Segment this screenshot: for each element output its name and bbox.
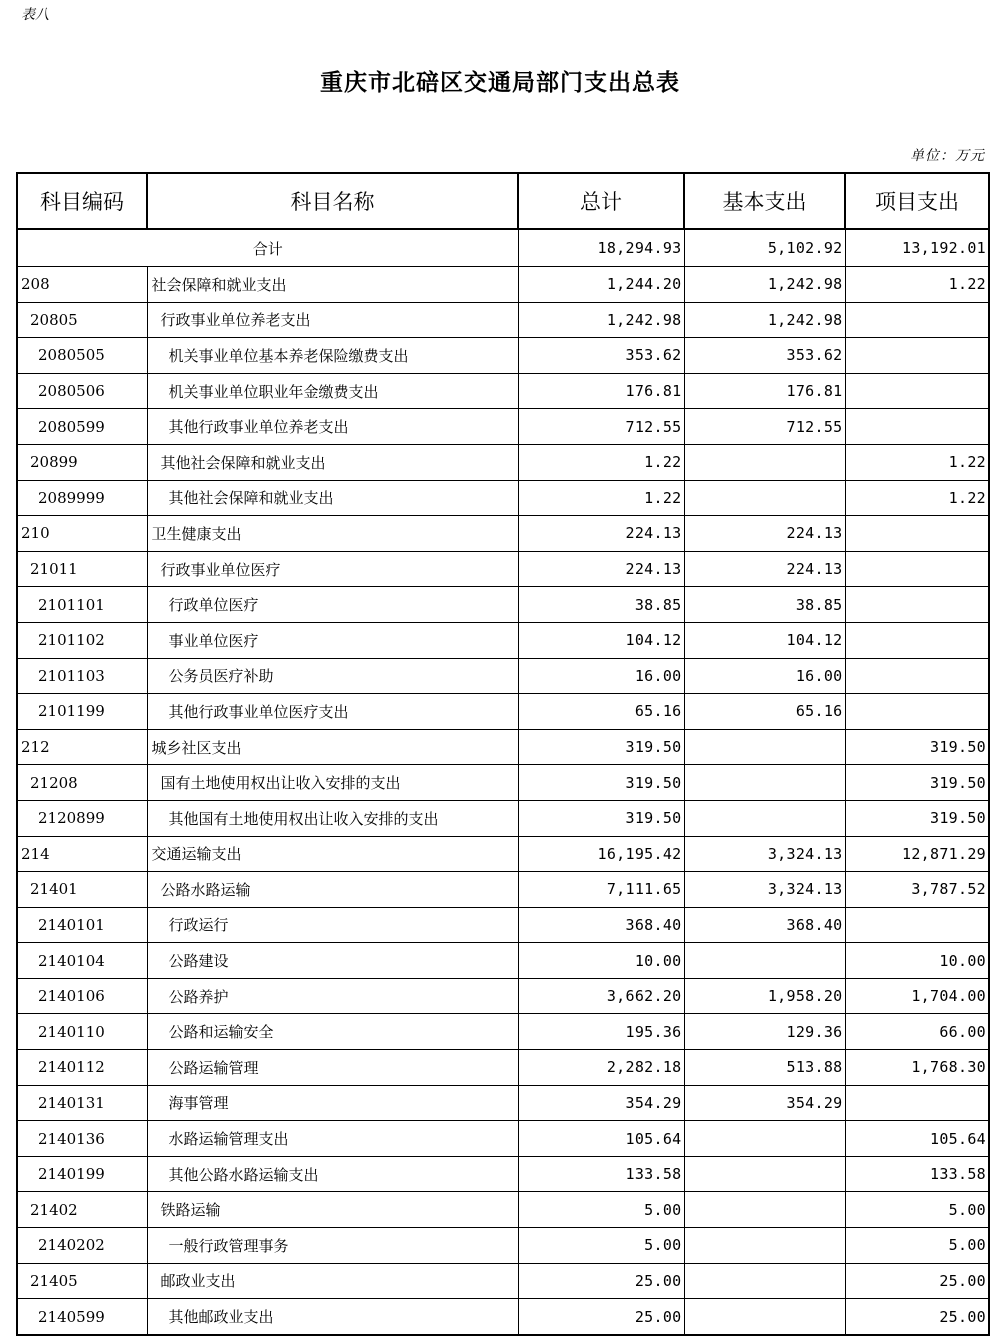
table-row xyxy=(17,338,989,374)
row-project xyxy=(845,409,989,445)
row-name: 行政单位医疗 xyxy=(147,587,518,623)
row-code: 2080505 xyxy=(17,338,147,374)
row-code: 2140112 xyxy=(17,1050,147,1086)
row-total: 319.50 xyxy=(518,729,684,765)
row-name: 城乡社区支出 xyxy=(147,729,518,765)
table-row xyxy=(17,1121,989,1157)
header-code: 科目编码 xyxy=(17,173,147,229)
row-basic: 3,324.13 xyxy=(684,836,845,872)
row-name: 其他公路水路运输支出 xyxy=(147,1156,518,1192)
row-project: 10.00 xyxy=(845,943,989,979)
row-basic: 104.12 xyxy=(684,622,845,658)
row-code: 2140202 xyxy=(17,1228,147,1264)
total-project: 13,192.01 xyxy=(845,229,989,267)
row-code: 214 xyxy=(17,836,147,872)
row-name: 行政事业单位养老支出 xyxy=(147,302,518,338)
row-project xyxy=(845,302,989,338)
row-project: 25.00 xyxy=(845,1263,989,1299)
row-total: 224.13 xyxy=(518,516,684,552)
row-name: 交通运输支出 xyxy=(147,836,518,872)
table-row xyxy=(17,872,989,908)
row-name: 其他邮政业支出 xyxy=(147,1299,518,1335)
row-code: 21208 xyxy=(17,765,147,801)
table-row xyxy=(17,1085,989,1121)
row-basic: 224.13 xyxy=(684,516,845,552)
page-title: 重庆市北碚区交通局部门支出总表 xyxy=(320,69,680,96)
row-project: 319.50 xyxy=(845,729,989,765)
table-row xyxy=(17,1050,989,1086)
row-basic xyxy=(684,1121,845,1157)
row-name: 其他国有土地使用权出让收入安排的支出 xyxy=(147,800,518,836)
row-name: 其他行政事业单位医疗支出 xyxy=(147,694,518,730)
row-name: 其他社会保障和就业支出 xyxy=(147,480,518,516)
table-row xyxy=(17,1192,989,1228)
table-row xyxy=(17,444,989,480)
row-total: 25.00 xyxy=(518,1263,684,1299)
row-code: 2140106 xyxy=(17,978,147,1014)
row-code: 2140131 xyxy=(17,1085,147,1121)
row-code: 2140599 xyxy=(17,1299,147,1335)
row-code: 21401 xyxy=(17,872,147,908)
row-name: 卫生健康支出 xyxy=(147,516,518,552)
row-total: 319.50 xyxy=(518,800,684,836)
row-name: 其他行政事业单位养老支出 xyxy=(147,409,518,445)
row-project xyxy=(845,587,989,623)
row-code: 208 xyxy=(17,267,147,303)
row-total: 224.13 xyxy=(518,551,684,587)
row-code: 21011 xyxy=(17,551,147,587)
row-basic: 129.36 xyxy=(684,1014,845,1050)
table-row xyxy=(17,907,989,943)
table-row xyxy=(17,373,989,409)
row-code: 210 xyxy=(17,516,147,552)
row-code: 212 xyxy=(17,729,147,765)
table-row xyxy=(17,551,989,587)
row-code: 20899 xyxy=(17,444,147,480)
row-code: 2140101 xyxy=(17,907,147,943)
row-basic: 1,242.98 xyxy=(684,267,845,303)
row-code: 2120899 xyxy=(17,800,147,836)
row-basic: 712.55 xyxy=(684,409,845,445)
row-project: 1.22 xyxy=(845,480,989,516)
row-total: 354.29 xyxy=(518,1085,684,1121)
row-code: 2101102 xyxy=(17,622,147,658)
row-total: 176.81 xyxy=(518,373,684,409)
row-total: 25.00 xyxy=(518,1299,684,1335)
row-basic: 368.40 xyxy=(684,907,845,943)
row-project: 319.50 xyxy=(845,800,989,836)
table-row xyxy=(17,978,989,1014)
row-total: 16.00 xyxy=(518,658,684,694)
row-total: 2,282.18 xyxy=(518,1050,684,1086)
row-name: 事业单位医疗 xyxy=(147,622,518,658)
row-name: 海事管理 xyxy=(147,1085,518,1121)
row-project xyxy=(845,1085,989,1121)
row-basic: 353.62 xyxy=(684,338,845,374)
row-total: 1,244.20 xyxy=(518,267,684,303)
row-code: 2140136 xyxy=(17,1121,147,1157)
row-basic xyxy=(684,765,845,801)
total-basic: 5,102.92 xyxy=(684,229,845,267)
table-row xyxy=(17,302,989,338)
row-code: 2140110 xyxy=(17,1014,147,1050)
table-row xyxy=(17,800,989,836)
row-code: 2101103 xyxy=(17,658,147,694)
table-row xyxy=(17,658,989,694)
row-project: 66.00 xyxy=(845,1014,989,1050)
row-project: 1,704.00 xyxy=(845,978,989,1014)
row-basic xyxy=(684,1156,845,1192)
row-name: 水路运输管理支出 xyxy=(147,1121,518,1157)
row-total: 195.36 xyxy=(518,1014,684,1050)
row-name: 机关事业单位基本养老保险缴费支出 xyxy=(147,338,518,374)
table-row xyxy=(17,1156,989,1192)
row-name: 公路建设 xyxy=(147,943,518,979)
row-total: 38.85 xyxy=(518,587,684,623)
row-project: 105.64 xyxy=(845,1121,989,1157)
row-total: 1.22 xyxy=(518,444,684,480)
table-header-row xyxy=(17,173,989,229)
row-project: 5.00 xyxy=(845,1228,989,1264)
row-project: 3,787.52 xyxy=(845,872,989,908)
table-row xyxy=(17,694,989,730)
table-row xyxy=(17,765,989,801)
row-code: 20805 xyxy=(17,302,147,338)
row-code: 21402 xyxy=(17,1192,147,1228)
row-project xyxy=(845,338,989,374)
row-name: 其他社会保障和就业支出 xyxy=(147,444,518,480)
row-project: 1.22 xyxy=(845,444,989,480)
row-total: 712.55 xyxy=(518,409,684,445)
row-name: 公路运输管理 xyxy=(147,1050,518,1086)
row-code: 2080506 xyxy=(17,373,147,409)
table-row xyxy=(17,943,989,979)
header-total: 总计 xyxy=(518,173,684,229)
row-project xyxy=(845,658,989,694)
row-basic xyxy=(684,480,845,516)
row-basic: 65.16 xyxy=(684,694,845,730)
row-name: 公路水路运输 xyxy=(147,872,518,908)
row-basic xyxy=(684,1192,845,1228)
row-total: 105.64 xyxy=(518,1121,684,1157)
row-total: 5.00 xyxy=(518,1192,684,1228)
row-code: 2140104 xyxy=(17,943,147,979)
row-basic xyxy=(684,729,845,765)
row-project xyxy=(845,622,989,658)
row-total: 319.50 xyxy=(518,765,684,801)
row-total: 104.12 xyxy=(518,622,684,658)
table-row xyxy=(17,267,989,303)
row-basic: 38.85 xyxy=(684,587,845,623)
row-total: 353.62 xyxy=(518,338,684,374)
row-total: 133.58 xyxy=(518,1156,684,1192)
row-code: 2101101 xyxy=(17,587,147,623)
row-basic: 513.88 xyxy=(684,1050,845,1086)
row-project: 25.00 xyxy=(845,1299,989,1335)
row-name: 国有土地使用权出让收入安排的支出 xyxy=(147,765,518,801)
row-project: 5.00 xyxy=(845,1192,989,1228)
row-project xyxy=(845,551,989,587)
unit-label: 单位：万元 xyxy=(910,148,985,164)
row-name: 一般行政管理事务 xyxy=(147,1228,518,1264)
row-project: 12,871.29 xyxy=(845,836,989,872)
row-total: 65.16 xyxy=(518,694,684,730)
total-total: 18,294.93 xyxy=(518,229,684,267)
row-project xyxy=(845,694,989,730)
table-row xyxy=(17,480,989,516)
document-tag: 表八 xyxy=(21,7,49,23)
row-code: 21405 xyxy=(17,1263,147,1299)
row-basic xyxy=(684,444,845,480)
table-row xyxy=(17,409,989,445)
row-project xyxy=(845,373,989,409)
expenditure-table xyxy=(16,172,990,1336)
row-project: 1.22 xyxy=(845,267,989,303)
row-code: 2089999 xyxy=(17,480,147,516)
row-basic xyxy=(684,1299,845,1335)
row-name: 行政运行 xyxy=(147,907,518,943)
row-name: 公路和运输安全 xyxy=(147,1014,518,1050)
table-row xyxy=(17,1263,989,1299)
row-basic: 1,958.20 xyxy=(684,978,845,1014)
table-row xyxy=(17,1014,989,1050)
row-code: 2101199 xyxy=(17,694,147,730)
row-basic: 16.00 xyxy=(684,658,845,694)
row-total: 10.00 xyxy=(518,943,684,979)
row-basic xyxy=(684,943,845,979)
row-basic: 224.13 xyxy=(684,551,845,587)
header-basic: 基本支出 xyxy=(684,173,845,229)
row-basic: 354.29 xyxy=(684,1085,845,1121)
row-name: 邮政业支出 xyxy=(147,1263,518,1299)
total-row xyxy=(17,229,989,267)
header-name: 科目名称 xyxy=(147,173,518,229)
row-basic: 1,242.98 xyxy=(684,302,845,338)
row-code: 2140199 xyxy=(17,1156,147,1192)
row-name: 公务员医疗补助 xyxy=(147,658,518,694)
row-total: 7,111.65 xyxy=(518,872,684,908)
row-name: 社会保障和就业支出 xyxy=(147,267,518,303)
row-code: 2080599 xyxy=(17,409,147,445)
row-basic: 176.81 xyxy=(684,373,845,409)
row-basic xyxy=(684,1228,845,1264)
row-name: 行政事业单位医疗 xyxy=(147,551,518,587)
row-project: 319.50 xyxy=(845,765,989,801)
header-project: 项目支出 xyxy=(845,173,989,229)
row-name: 铁路运输 xyxy=(147,1192,518,1228)
row-name: 机关事业单位职业年金缴费支出 xyxy=(147,373,518,409)
table-row xyxy=(17,1228,989,1264)
table-row xyxy=(17,836,989,872)
row-total: 16,195.42 xyxy=(518,836,684,872)
row-total: 3,662.20 xyxy=(518,978,684,1014)
row-name: 公路养护 xyxy=(147,978,518,1014)
table-row xyxy=(17,729,989,765)
row-total: 1,242.98 xyxy=(518,302,684,338)
table-row xyxy=(17,1299,989,1335)
row-total: 1.22 xyxy=(518,480,684,516)
row-basic: 3,324.13 xyxy=(684,872,845,908)
total-label: 合计 xyxy=(17,229,518,267)
row-basic xyxy=(684,800,845,836)
row-total: 368.40 xyxy=(518,907,684,943)
row-total: 5.00 xyxy=(518,1228,684,1264)
row-project: 133.58 xyxy=(845,1156,989,1192)
row-project xyxy=(845,907,989,943)
table-row xyxy=(17,587,989,623)
table-row xyxy=(17,622,989,658)
row-project xyxy=(845,516,989,552)
row-project: 1,768.30 xyxy=(845,1050,989,1086)
row-basic xyxy=(684,1263,845,1299)
table-row xyxy=(17,516,989,552)
